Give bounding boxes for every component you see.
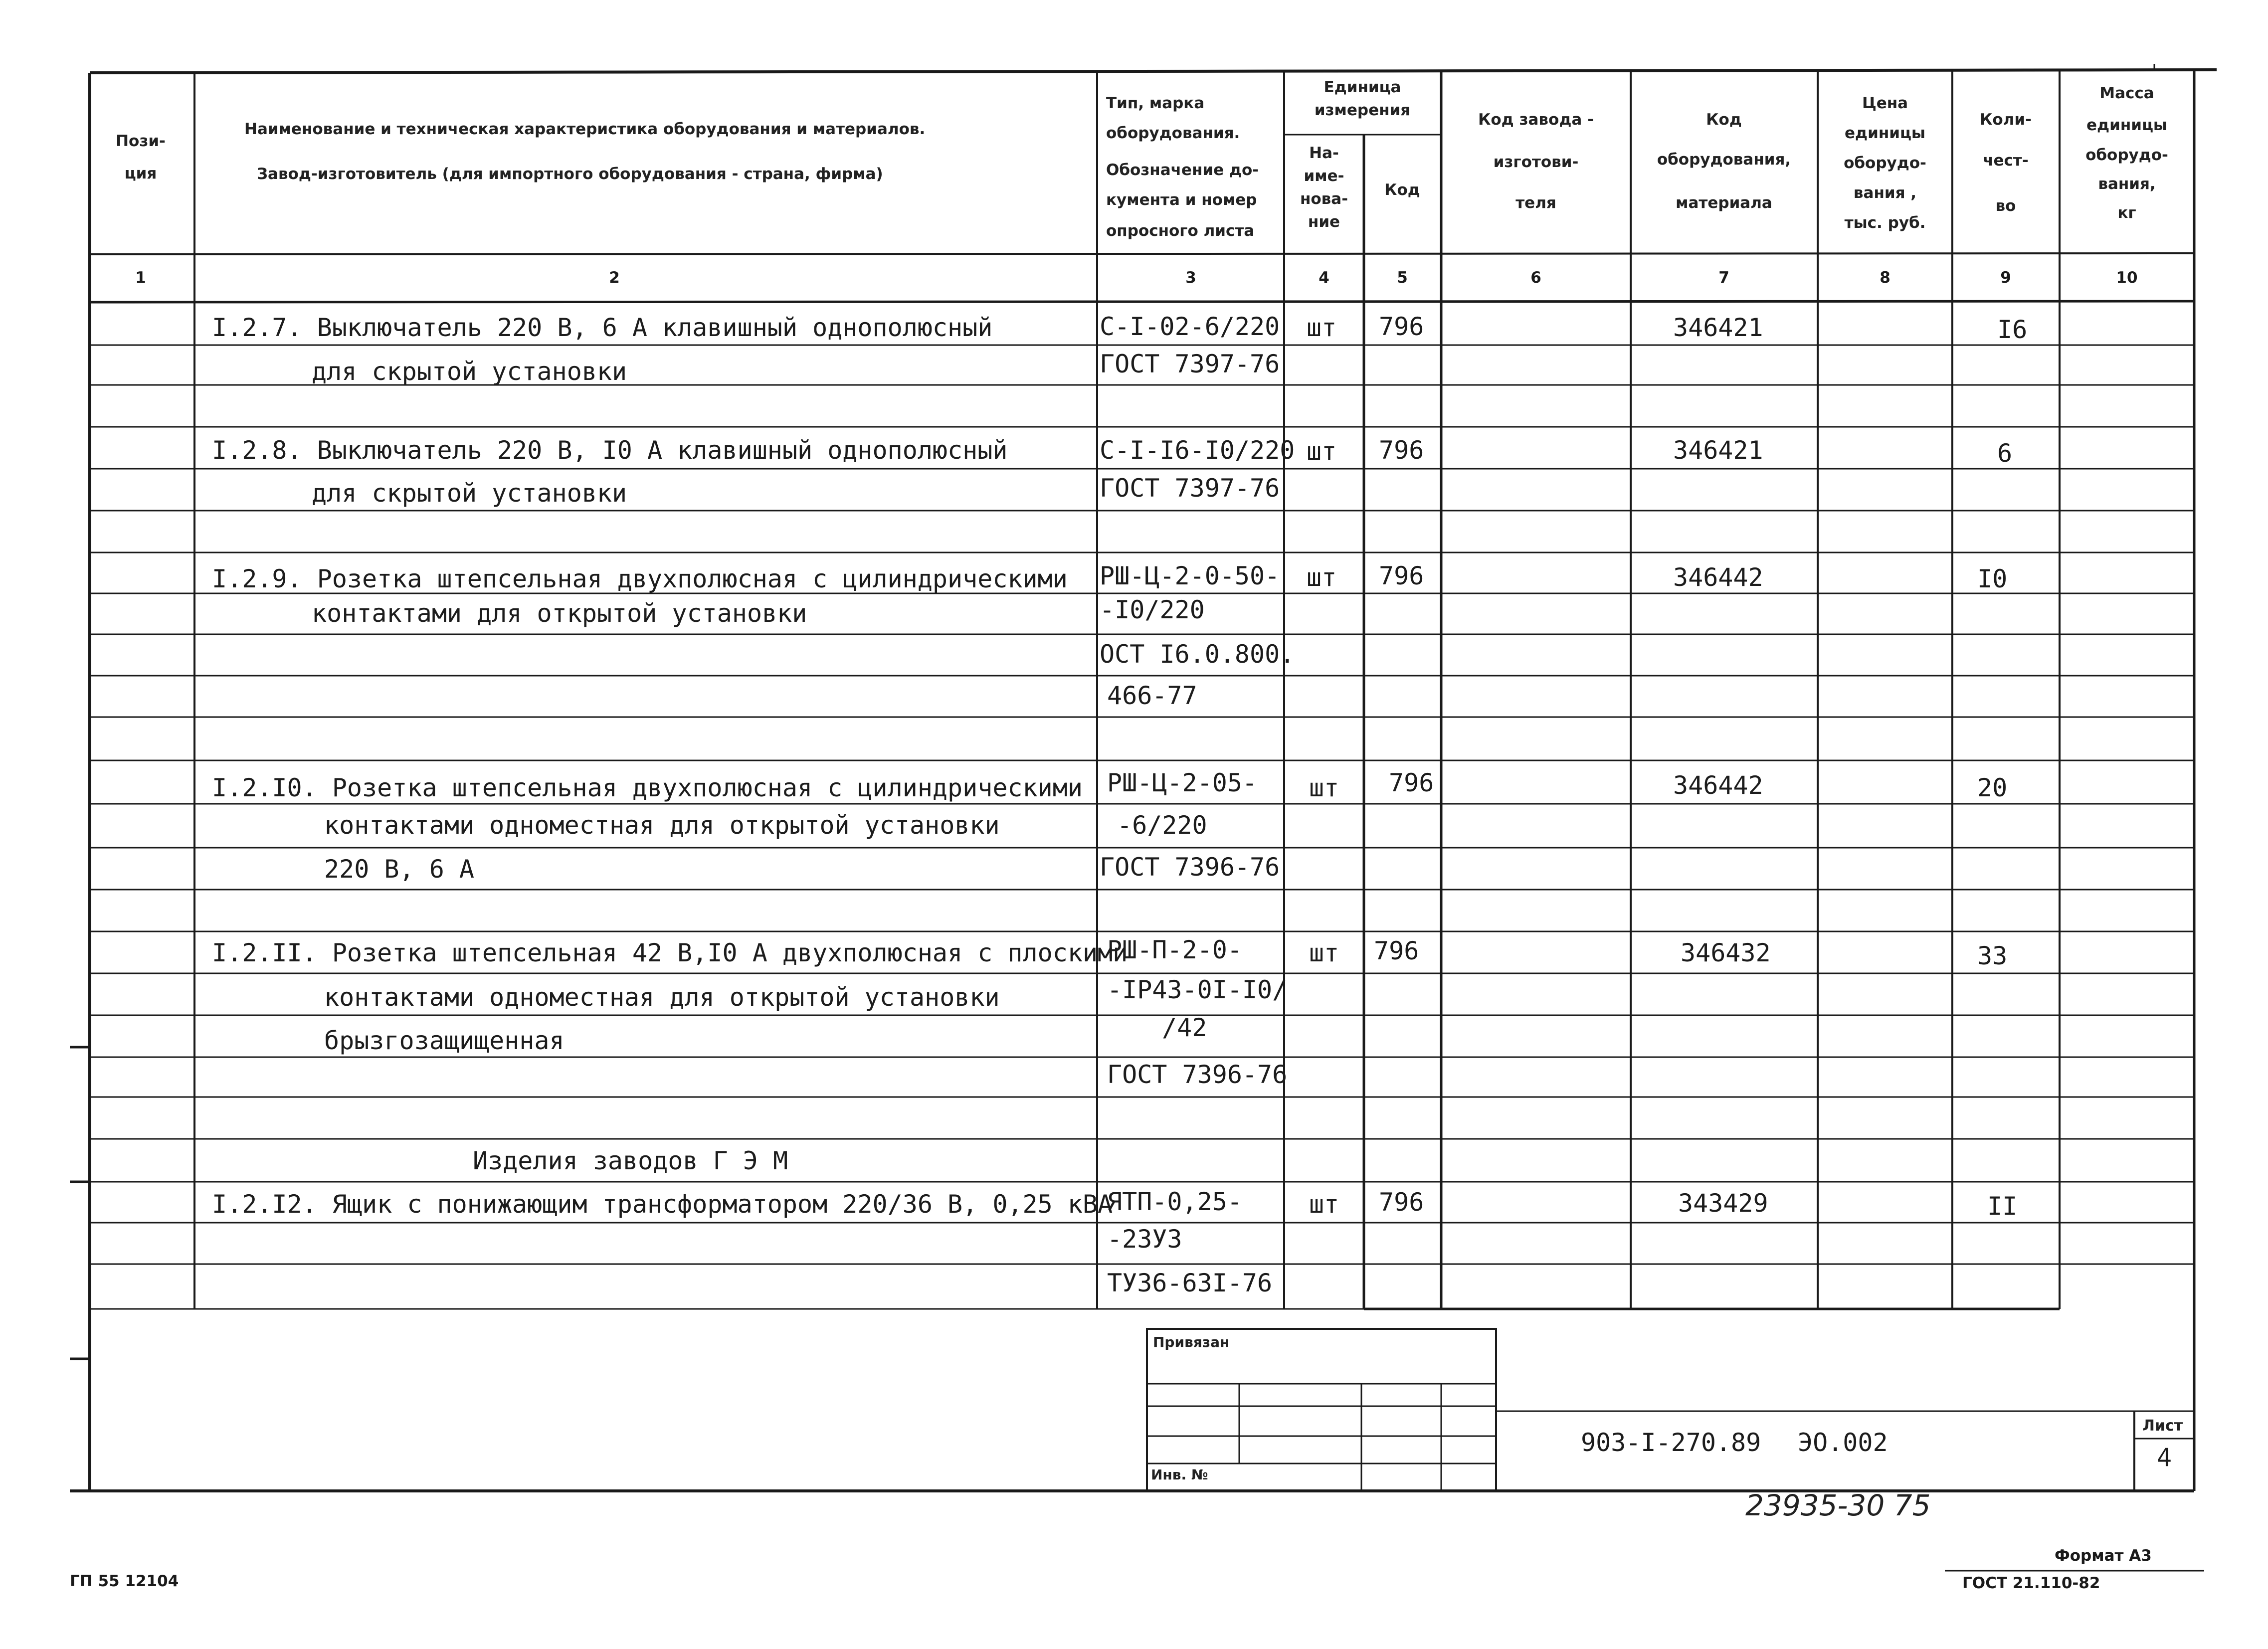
row-6-type-line1: ЯТП-0,25- [1107,1187,1242,1216]
row-3-type-line1: РШ-Ц-2-0-50- [1100,561,1280,590]
stamp-doc-suffix: ЭО.002 [1798,1428,1888,1457]
row-1-code: 796 [1379,312,1424,341]
row-4-code: 796 [1389,768,1434,797]
row-4-unit: шт [1309,773,1339,802]
row-5-type-line1: РШ-П-2-0- [1107,935,1242,964]
header-col3-line3: Обозначение до- [1106,161,1259,179]
header-col8-line1: Цена [1862,94,1908,112]
header-col8-line2: единицы [1845,124,1925,142]
row-4-qty: 20 [1977,773,2008,802]
row-2-qty: 6 [1997,439,2013,468]
row-3-name-line2: контактами для открытой установки [312,599,807,628]
header-col3-line1: Тип, марка [1106,94,1205,112]
row-2-material: 346421 [1673,436,1763,465]
stamp-sheet-number: 4 [2157,1443,2172,1472]
row-3-type-line2: -I0/220 [1100,595,1205,624]
col-number-10: 10 [2116,269,2138,287]
row-1-qty: I6 [1997,315,2028,344]
header-units-line2: измерения [1314,101,1411,119]
header-col3-line5: опросного листа [1106,222,1255,240]
header-col8-line5: тыс. руб. [1844,214,1926,232]
col-number-2: 2 [609,269,620,287]
row-2-type-line1: С-I-I6-I0/220 [1100,436,1295,465]
stamp-doc-code: 903-I-270.89 [1581,1428,1761,1457]
header-col4-line4: ние [1308,213,1340,231]
row-2-name-line1: I.2.8. Выключатель 220 В, I0 А клавишный однополюсный [212,436,1008,465]
footer-gost: ГОСТ 21.110-82 [1962,1574,2100,1592]
row-3-qty: I0 [1977,564,2008,593]
row-6-type-line3: ТУ36-63I-76 [1107,1269,1273,1297]
header-col9-line1: Коли- [1980,111,2032,129]
row-5-type-line2: -IР43-0I-I0/ [1107,975,1288,1004]
col-number-4: 4 [1319,269,1329,287]
header-units-line1: Единица [1323,78,1401,96]
stamp-privyazan: Привязан [1153,1334,1230,1350]
handwritten-number: 23935-30 75 [1745,1488,1931,1522]
header-col2-line1: Наименование и техническая характеристика оборудования и материалов. [244,120,926,138]
header-col10-line2: единицы [2086,116,2167,134]
row-4-type-line2: -6/220 [1117,811,1207,840]
col-number-5: 5 [1397,269,1408,287]
header-col7-line1: Код [1706,111,1742,129]
header-col8-line3: оборудо- [1844,154,1926,172]
row-4-name-line3: 220 В, 6 А [324,855,475,884]
header-col10-line3: оборудо- [2085,146,2168,164]
row-6-unit: шт [1309,1190,1339,1219]
row-6-qty: II [1987,1192,2018,1221]
row-1-type-line2: ГОСТ 7397-76 [1100,350,1280,378]
header-col6-line1: Код завода - [1478,111,1594,129]
row-2-code: 796 [1379,436,1424,465]
stamp-inv-number: Инв. № [1151,1466,1208,1483]
row-5-unit: шт [1309,938,1339,967]
header-col3-line4: кумента и номер [1106,191,1257,209]
row-5-qty: 33 [1977,941,2008,970]
row-5-name-line3: брызгозащищенная [324,1026,565,1055]
row-1-material: 346421 [1673,313,1763,342]
section-heading: Изделия заводов Г Э М [473,1146,788,1175]
header-col10-line1: Масса [2099,84,2154,102]
col-number-3: 3 [1185,269,1196,287]
row-2-name-line2: для скрытой установки [312,479,627,508]
row-2-type-line2: ГОСТ 7397-76 [1100,474,1280,503]
header-col9-line3: во [1995,197,2016,215]
row-6-name-line1: I.2.I2. Ящик с понижающим трансформатором 220/36 В, 0,25 кВА [212,1190,1113,1219]
footer-format: Формат А3 [2055,1547,2152,1565]
col-number-8: 8 [1880,269,1890,287]
row-5-material: 346432 [1681,938,1771,967]
row-6-type-line2: -23У3 [1107,1225,1182,1254]
row-3-code: 796 [1379,561,1424,590]
row-1-unit: шт [1307,313,1337,342]
stamp-sheet-label: Лист [2142,1417,2183,1435]
header-col7-line2: оборудования, [1657,151,1791,169]
header-col1-line2: ция [124,165,157,183]
row-5-type-line3: /42 [1162,1013,1207,1042]
row-6-code: 796 [1379,1188,1424,1217]
row-6-material: 343429 [1678,1189,1768,1218]
header-col8-line4: вания , [1853,184,1917,202]
header-col7-line3: материала [1676,194,1772,212]
row-3-type-line3: ОСТ I6.0.800. [1100,640,1295,669]
row-4-type-line3: ГОСТ 7396-76 [1100,853,1280,882]
col-number-7: 7 [1718,269,1729,287]
footer-left-code: ГП 55 12104 [70,1572,179,1590]
row-2-unit: шт [1307,437,1337,466]
col-number-6: 6 [1530,269,1541,287]
header-col3-line2: оборудования. [1106,124,1240,142]
header-col10-line5: кг [2117,204,2136,222]
header-col2-line2: Завод-изготовитель (для импортного оборудования - страна, фирма) [257,165,883,183]
header-col4-line3: нова- [1300,190,1348,208]
col-number-1: 1 [135,269,146,287]
header-col6-line2: изготови- [1493,153,1579,171]
row-3-type-line4: 466-77 [1107,681,1197,710]
header-col1-line1: Пози- [116,132,166,150]
header-col5: Код [1384,181,1420,199]
header-col4-line2: име- [1304,167,1344,185]
row-5-name-line2: контактами одноместная для открытой установки [324,983,1000,1012]
row-4-type-line1: РШ-Ц-2-05- [1107,768,1258,797]
col-number-9: 9 [2000,269,2011,287]
row-1-name-line1: I.2.7. Выключатель 220 В, 6 А клавишный однополюсный [212,313,993,342]
row-3-unit: шт [1307,563,1337,592]
row-4-material: 346442 [1673,771,1763,800]
row-1-name-line2: для скрытой установки [312,357,627,386]
row-4-name-line1: I.2.I0. Розетка штепсельная двухполюсная с цилиндрическими [212,773,1083,802]
header-col4-line1: На- [1309,144,1339,162]
row-5-code: 796 [1374,936,1419,965]
row-4-name-line2: контактами одноместная для открытой установки [324,811,1000,840]
header-col9-line2: чест- [1983,152,2029,170]
row-3-material: 346442 [1673,563,1763,592]
header-col6-line3: теля [1515,194,1556,212]
row-1-type-line1: С-I-02-6/220 [1100,312,1280,341]
header-col10-line4: вания, [2098,175,2156,193]
row-3-name-line1: I.2.9. Розетка штепсельная двухполюсная с цилиндрическими [212,564,1068,593]
row-5-type-line4: ГОСТ 7396-76 [1107,1060,1288,1089]
row-5-name-line1: I.2.II. Розетка штепсельная 42 В,I0 А двухполюсная с плоскими [212,938,1128,967]
